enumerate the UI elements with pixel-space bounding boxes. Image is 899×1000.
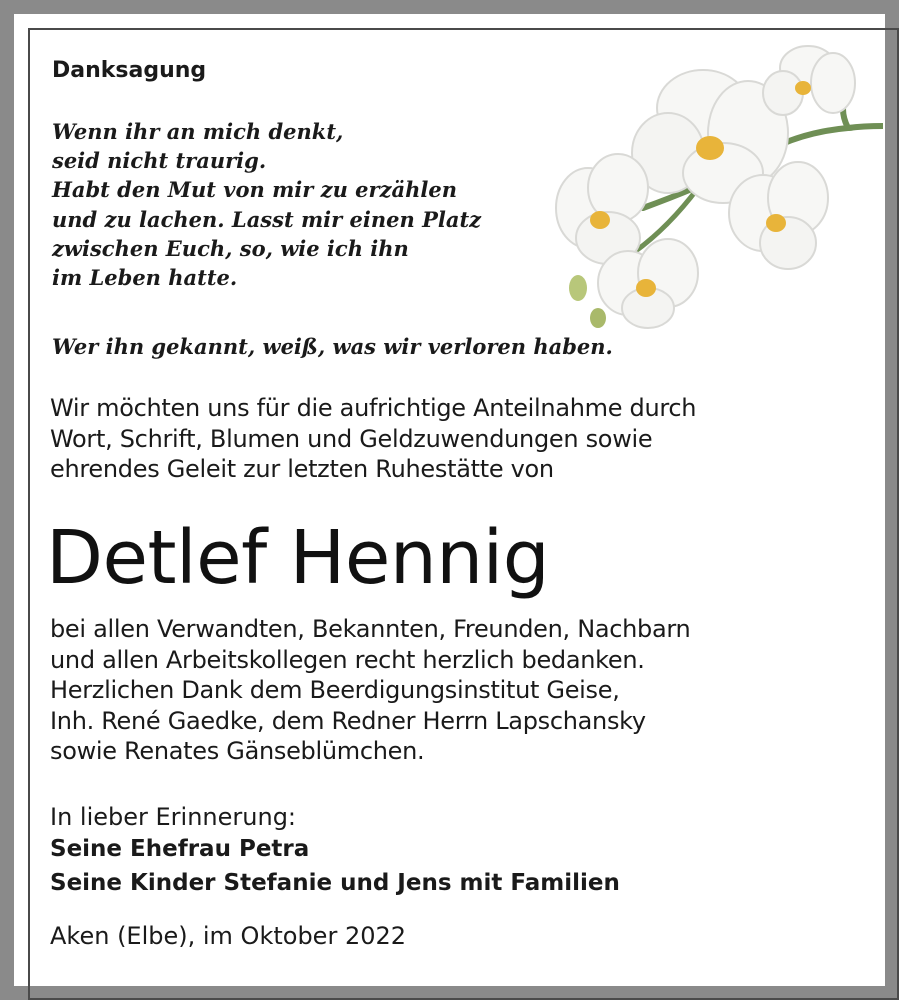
poem	[52, 117, 481, 292]
thanks-line: Inh. René Gaedke, dem Redner Herrn Lapschansky	[50, 706, 646, 735]
thanks-text	[50, 614, 690, 767]
intro-line: Wort, Schrift, Blumen und Geldzuwendungen sowie	[50, 424, 653, 453]
poem-line: Wenn ihr an mich denkt,	[52, 119, 344, 144]
signer: Seine Kinder Stefanie und Jens mit Familien	[50, 870, 620, 896]
poem-line: und zu lachen. Lasst mir einen Platz	[52, 206, 482, 232]
orchid-flower-top-right	[763, 46, 855, 115]
memory-label: In lieber Erinnerung:	[50, 803, 297, 831]
place-date: Aken (Elbe), im Oktober 2022	[50, 922, 407, 950]
poem-line: seid nicht traurig.	[52, 148, 267, 174]
thanks-line: Herzlichen Dank dem Beerdigungsinstitut Geise,	[50, 676, 620, 704]
poem-line: zwischen Euch, so, wie ich ihn	[52, 235, 409, 261]
thanks-line: sowie Renates Gänseblümchen.	[50, 737, 425, 765]
intro-line: ehrendes Geleit zur letzten Ruhestätte von	[50, 455, 554, 483]
memory-block	[50, 802, 620, 900]
notice-title: Danksagung	[52, 58, 207, 83]
memorial-quote: Wer ihn gekannt, weiß, was wir verloren haben.	[52, 334, 613, 359]
deceased-name: Detlef Hennig	[46, 515, 550, 601]
thanks-line: und allen Arbeitskollegen recht herzlich bedanken.	[50, 645, 645, 674]
orchid-image	[548, 38, 883, 333]
orchid-flower-left	[556, 154, 648, 264]
signer: Seine Ehefrau Petra	[50, 836, 310, 862]
poem-line: im Leben hatte.	[52, 265, 238, 291]
intro-text	[50, 393, 696, 485]
poem-line: Habt den Mut von mir zu erzählen	[52, 177, 457, 203]
thanks-line: bei allen Verwandten, Bekannten, Freunden, Nachbarn	[50, 615, 691, 643]
intro-line: Wir möchten uns für die aufrichtige Anteilnahme durch	[50, 394, 697, 422]
